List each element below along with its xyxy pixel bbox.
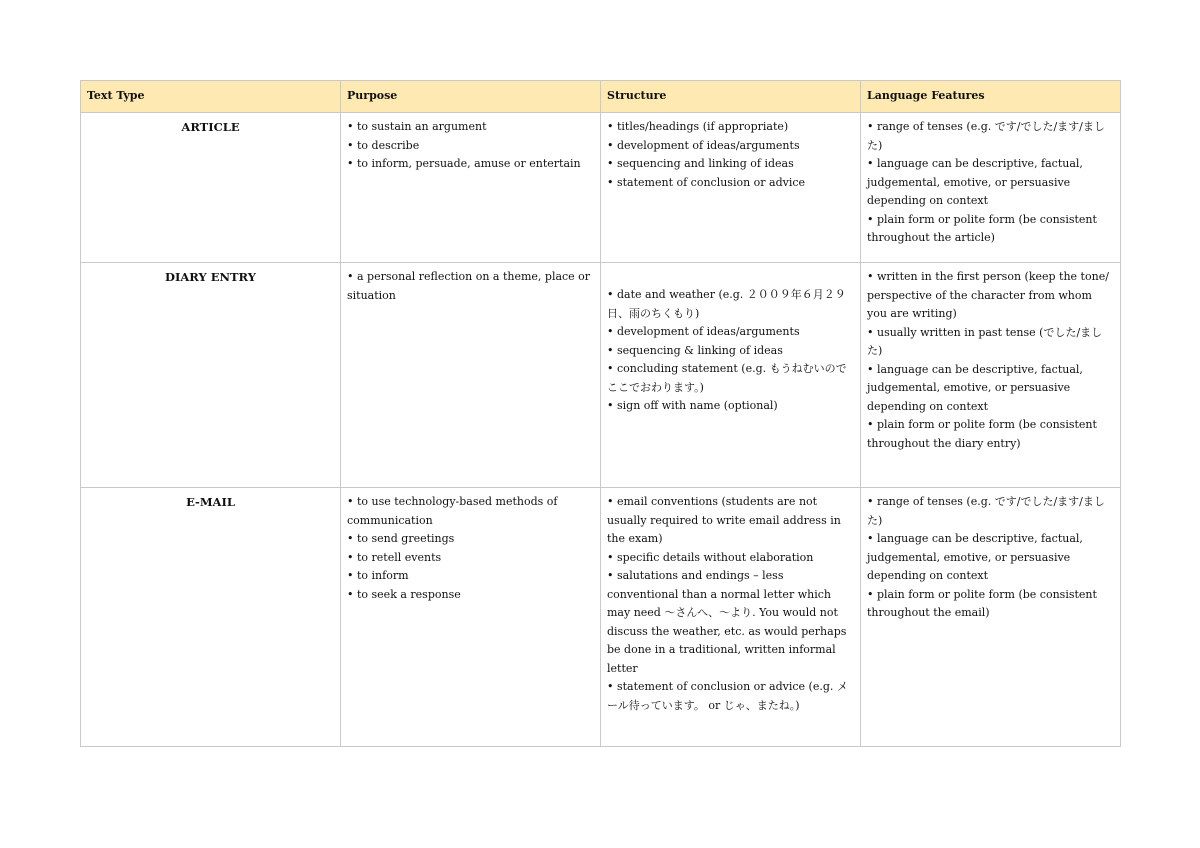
list-item: • specific details without elaboration [607, 550, 814, 564]
list-item: • email conventions (students are not usually required to write email address in the exam) [607, 495, 841, 545]
language-cell [861, 113, 1121, 263]
list-item: • development of ideas/arguments [607, 138, 800, 152]
list-item: • to inform [347, 569, 409, 582]
list-item: • language can be descriptive, factual, judgemental, emotive, or persuasive depending on context [867, 532, 1083, 582]
structure-cell [601, 263, 861, 488]
list-item: • to use technology-based methods of communication [347, 495, 558, 527]
list-item: • plain form or polite form (be consistent throughout the diary entry) [867, 418, 1097, 450]
list-item: • date and weather (e.g. ２００９年６月２９日、雨のちくもり) [607, 288, 846, 320]
list-item: • sequencing and linking of ideas [607, 157, 794, 170]
list-item: • plain form or polite form (be consistent throughout the email) [867, 587, 1097, 619]
list-item: • range of tenses (e.g. です/でした/ます/ました) [867, 120, 1105, 152]
list-item: • to sustain an argument [347, 120, 487, 133]
structure-cell [601, 488, 861, 747]
header-purpose: Purpose [341, 81, 601, 113]
list-item: • to inform, persuade, amuse or entertain [347, 157, 581, 170]
list-item: • to retell events [347, 550, 442, 564]
list-item: • language can be descriptive, factual, judgemental, emotive, or persuasive depending on context [867, 157, 1083, 207]
text-type-cell: ARTICLE [81, 113, 341, 263]
header-structure: Structure [601, 81, 861, 113]
list-item: • written in the first person (keep the tone/ perspective of the character from whom you are writing) [867, 270, 1109, 320]
list-item: • to seek a response [347, 587, 461, 601]
list-item: • salutations and endings – less conventional than a normal letter which may need ～さんへ、～より. You would not discuss the weather, etc. as would perhaps be done in a traditional, written informal letter [607, 569, 847, 675]
list-item: • concluding statement (e.g. もうねむいのでここでおわります。) [607, 362, 847, 394]
header-language-features: Language Features [861, 81, 1121, 113]
list-item: • language can be descriptive, factual, judgemental, emotive, or persuasive depending on context [867, 362, 1083, 413]
list-item: • usually written in past tense (でした/ました) [867, 325, 1103, 357]
header-text-type: Text Type [81, 81, 341, 113]
list-item: • sign off with name (optional) [607, 399, 778, 412]
list-item: • statement of conclusion or advice [607, 175, 806, 189]
language-cell [861, 263, 1121, 488]
list-item: • development of ideas/arguments [607, 325, 800, 338]
table-row [81, 113, 1121, 263]
list-item: • statement of conclusion or advice (e.g. メール待っています。 or じゃ、またね。) [607, 680, 848, 712]
text-type-cell: DIARY ENTRY [81, 263, 341, 488]
list-item: • plain form or polite form (be consistent throughout the article) [867, 212, 1097, 244]
table-row [81, 263, 1121, 488]
header-row [81, 81, 1121, 113]
list-item: • titles/headings (if appropriate) [607, 120, 789, 133]
list-item: • range of tenses (e.g. です/でした/ます/ました) [867, 495, 1105, 527]
text-type-cell: E-MAIL [81, 488, 341, 747]
list-item: • a personal reflection on a theme, place or situation [347, 270, 591, 302]
list-item: • sequencing & linking of ideas [607, 343, 783, 357]
purpose-cell [341, 113, 601, 263]
structure-cell [601, 113, 861, 263]
list-item: • to describe [347, 138, 420, 152]
list-item: • to send greetings [347, 532, 455, 545]
table-row [81, 488, 1121, 747]
purpose-cell [341, 263, 601, 488]
language-cell [861, 488, 1121, 747]
purpose-cell [341, 488, 601, 747]
text-types-table [80, 80, 1121, 747]
